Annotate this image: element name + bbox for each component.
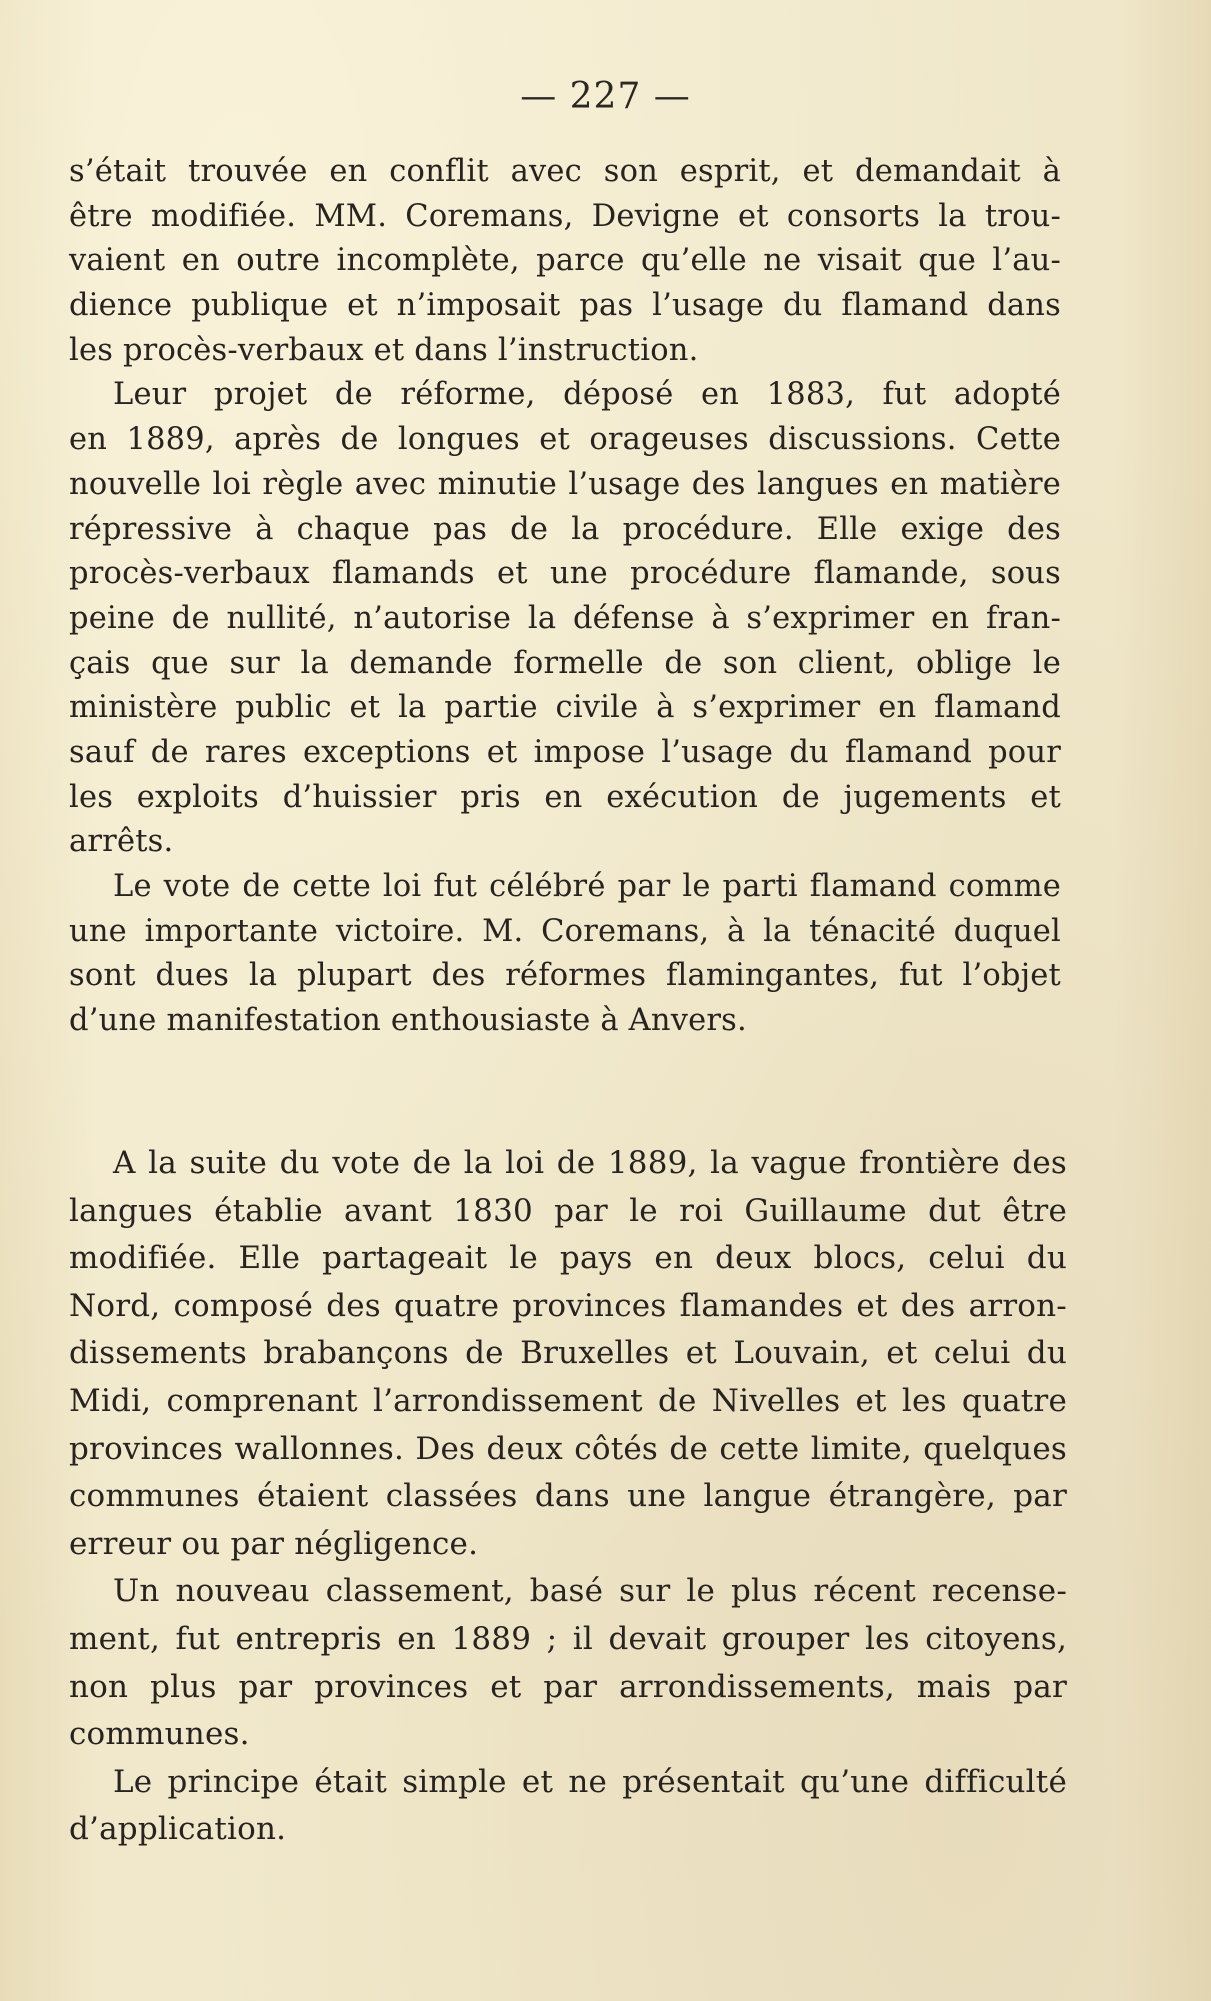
text-block-legislation bbox=[69, 150, 1061, 1044]
text-line: A la suite du vote de la loi de 1889, la vague frontière des bbox=[113, 1145, 1067, 1181]
text-line: non plus par provinces et par arrondissements, mais par bbox=[69, 1668, 1067, 1705]
text-line: Un nouveau classement, basé sur le plus récent recense- bbox=[113, 1573, 1067, 1610]
text-line: en 1889, après de longues et orageuses discussions. Cette bbox=[69, 422, 1061, 458]
text-line: provinces wallonnes. Des deux côtés de cette limite, quelques bbox=[69, 1430, 1067, 1467]
text-block-language-frontier bbox=[69, 1140, 1067, 1854]
text-line: Le principe était simple et ne présentait qu’une difficulté bbox=[113, 1763, 1067, 1800]
text-line: çais que sur la demande formelle de son client, oblige le bbox=[69, 645, 1061, 681]
text-line: Midi, comprenant l’arrondissement de Nivelles et les quatre bbox=[69, 1382, 1067, 1419]
text-line: sont dues la plupart des réformes flamingantes, fut l’objet bbox=[69, 958, 1061, 994]
text-line: vaient en outre incomplète, parce qu’elle ne visait que l’au- bbox=[69, 243, 1061, 279]
text-line: répressive à chaque pas de la procédure. Elle exige des bbox=[69, 511, 1061, 547]
text-line: sauf de rares exceptions et impose l’usage du flamand pour bbox=[69, 734, 1061, 770]
text-line: dissements brabançons de Bruxelles et Louvain, et celui du bbox=[69, 1335, 1067, 1372]
text-line: s’était trouvée en conflit avec son esprit, et demandait à bbox=[69, 154, 1061, 189]
text-line: les exploits d’huissier pris en exécution de jugements et bbox=[69, 779, 1061, 815]
text-line: d’une manifestation enthousiaste à Anvers. bbox=[69, 1003, 747, 1039]
text-line: Nord, composé des quatre provinces flamandes et des arron- bbox=[69, 1287, 1067, 1324]
text-line: les procès-verbaux et dans l’instruction. bbox=[69, 332, 699, 368]
text-line: Leur projet de réforme, déposé en 1883, fut adopté bbox=[113, 377, 1061, 413]
text-line: ministère public et la partie civile à s’exprimer en flamand bbox=[69, 690, 1061, 726]
text-line: arrêts. bbox=[69, 824, 174, 860]
text-line: une importante victoire. M. Coremans, à la ténacité duquel bbox=[69, 913, 1061, 949]
text-line: peine de nullité, n’autorise la défense à s’exprimer en fran- bbox=[69, 600, 1061, 636]
text-line: nouvelle loi règle avec minutie l’usage des langues en matière bbox=[69, 466, 1061, 502]
text-line: Le vote de cette loi fut célébré par le parti flamand comme bbox=[113, 869, 1061, 904]
text-line: d’application. bbox=[69, 1811, 287, 1848]
text-line: dience publique et n’imposait pas l’usage du flamand dans bbox=[69, 288, 1061, 324]
text-line: erreur ou par négligence. bbox=[69, 1525, 479, 1562]
text-line: communes. bbox=[69, 1716, 250, 1753]
text-line: communes étaient classées dans une langue étrangère, par bbox=[69, 1478, 1067, 1515]
page-number: — 227 — bbox=[520, 76, 691, 117]
text-line: langues établie avant 1830 par le roi Guillaume dut être bbox=[69, 1192, 1067, 1229]
text-line: modifiée. Elle partageait le pays en deux blocs, celui du bbox=[69, 1240, 1067, 1277]
text-line: ment, fut entrepris en 1889 ; il devait grouper les citoyens, bbox=[69, 1620, 1067, 1657]
text-line: être modifiée. MM. Coremans, Devigne et consorts la trou- bbox=[69, 198, 1061, 234]
text-line: procès-verbaux flamands et une procédure flamande, sous bbox=[69, 556, 1061, 592]
